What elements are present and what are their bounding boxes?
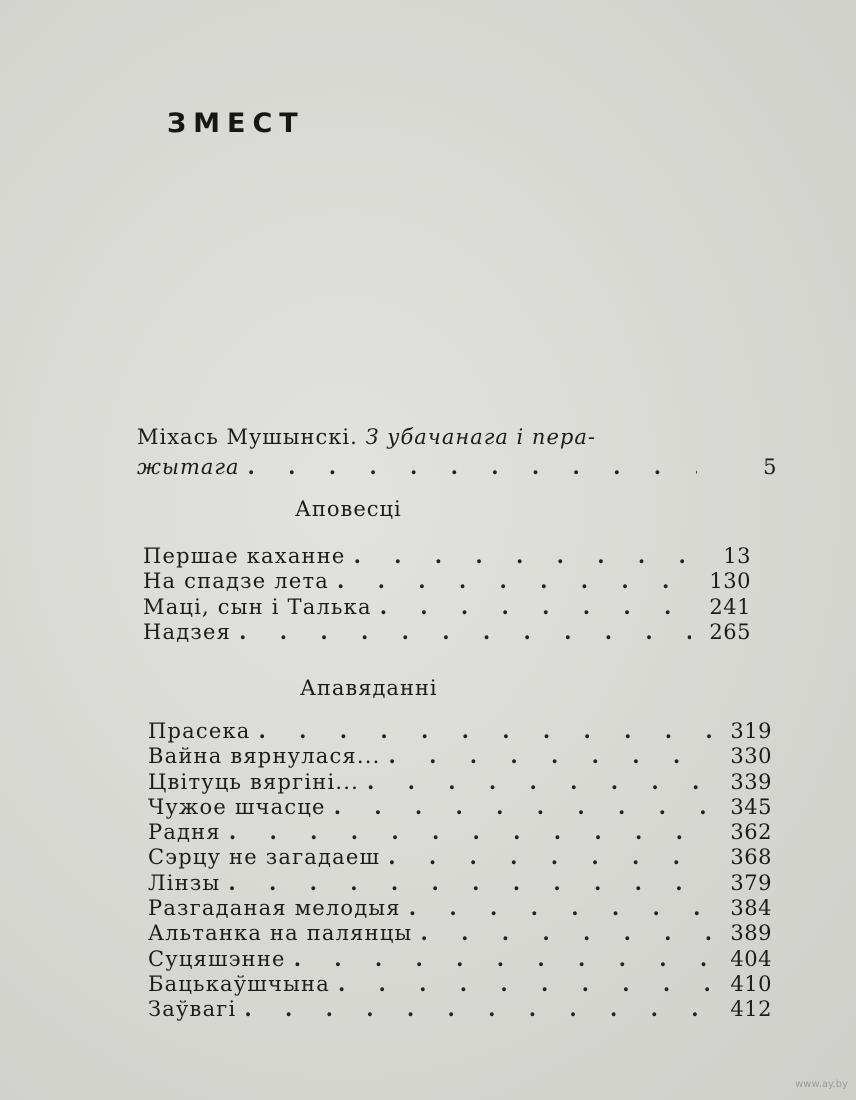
entry-page: 339 bbox=[730, 769, 772, 794]
entry-title: Суцяшэнне bbox=[148, 946, 286, 971]
toc-entry[interactable] bbox=[148, 996, 772, 1021]
leader-dots bbox=[330, 971, 712, 996]
section-title-apaviadanni: Апавяданні bbox=[300, 676, 438, 700]
entry-title: Першае каханне bbox=[143, 544, 346, 568]
toc-entry[interactable] bbox=[148, 769, 772, 794]
toc-entry[interactable] bbox=[148, 718, 772, 743]
intro-title-part-1: З убачанага і пера- bbox=[365, 425, 596, 449]
leader-dots bbox=[380, 844, 712, 869]
intro-page: 5 bbox=[763, 455, 777, 479]
toc-entry[interactable] bbox=[148, 743, 772, 768]
intro-line-1 bbox=[137, 422, 777, 452]
leader-dots bbox=[359, 769, 712, 794]
entry-title: Цвітуць вяргіні... bbox=[148, 769, 360, 794]
leader-dots bbox=[346, 543, 691, 568]
leader-dots bbox=[381, 743, 712, 768]
entry-title: На спадзе лета bbox=[143, 569, 329, 594]
toc-list-povesti bbox=[143, 543, 751, 644]
intro-author: Міхась Мушынскі. bbox=[137, 425, 358, 449]
entry-page: 404 bbox=[730, 946, 772, 971]
entry-page: 345 bbox=[730, 794, 772, 819]
entry-page: 319 bbox=[730, 719, 772, 743]
leader-dots bbox=[412, 920, 712, 945]
entry-page: 13 bbox=[723, 544, 751, 568]
toc-entry[interactable] bbox=[148, 794, 772, 819]
watermark: www.ay.by bbox=[795, 1079, 848, 1090]
intro-title-part-2: жытага bbox=[137, 455, 240, 479]
entry-title: Надзея bbox=[143, 619, 232, 644]
leader-dots bbox=[286, 946, 712, 971]
toc-entry[interactable] bbox=[148, 895, 772, 920]
entry-title: Разгаданая мелодыя bbox=[148, 896, 401, 921]
entry-title: Маці, сын і Талька bbox=[143, 594, 372, 619]
entry-page: 330 bbox=[730, 744, 772, 769]
entry-title: Заўвагі bbox=[148, 997, 237, 1022]
toc-entry[interactable] bbox=[143, 619, 751, 644]
page-title: ЗМЕСТ bbox=[167, 108, 305, 139]
leader-dots bbox=[236, 996, 712, 1021]
toc-entry[interactable] bbox=[148, 946, 772, 971]
leader-dots bbox=[329, 568, 691, 593]
entry-page: 362 bbox=[730, 820, 772, 845]
toc-entry[interactable] bbox=[148, 844, 772, 869]
toc-entry[interactable] bbox=[143, 568, 751, 593]
entry-page: 241 bbox=[709, 594, 751, 619]
entry-page: 265 bbox=[709, 619, 751, 644]
entry-title: Бацькаўшчына bbox=[148, 971, 330, 996]
entry-title: Альтанка на палянцы bbox=[148, 921, 413, 946]
leader-dots bbox=[220, 870, 712, 895]
section-title-povesti: Аповесці bbox=[295, 497, 402, 521]
entry-page: 379 bbox=[730, 870, 772, 895]
entry-page: 384 bbox=[730, 896, 772, 921]
leader-dots bbox=[231, 619, 691, 644]
leader-dots bbox=[251, 718, 712, 743]
entry-title: Лінзы bbox=[148, 870, 221, 895]
entry-page: 389 bbox=[730, 921, 772, 946]
entry-title: Прасека bbox=[148, 719, 251, 743]
leader-dots bbox=[401, 895, 712, 920]
entry-page: 412 bbox=[730, 997, 772, 1022]
entry-title: Сэрцу не загадаеш bbox=[148, 845, 381, 870]
intro-line-2 bbox=[137, 452, 777, 482]
entry-title: Вайна вярнулася... bbox=[148, 744, 381, 769]
entry-page: 410 bbox=[730, 971, 772, 996]
intro-entry[interactable] bbox=[137, 422, 777, 482]
toc-entry[interactable] bbox=[143, 594, 751, 619]
leader-dots bbox=[240, 452, 697, 482]
toc-entry[interactable] bbox=[148, 920, 772, 945]
toc-entry[interactable] bbox=[148, 870, 772, 895]
entry-title: Радня bbox=[148, 820, 221, 845]
entry-page: 368 bbox=[730, 845, 772, 870]
entry-page: 130 bbox=[709, 569, 751, 594]
toc-entry[interactable] bbox=[148, 971, 772, 996]
toc-entry[interactable] bbox=[148, 819, 772, 844]
leader-dots bbox=[372, 594, 691, 619]
toc-list-apaviadanni bbox=[148, 718, 772, 1022]
toc-entry[interactable] bbox=[143, 543, 751, 568]
entry-title: Чужое шчасце bbox=[148, 794, 326, 819]
leader-dots bbox=[221, 819, 712, 844]
leader-dots bbox=[326, 794, 712, 819]
